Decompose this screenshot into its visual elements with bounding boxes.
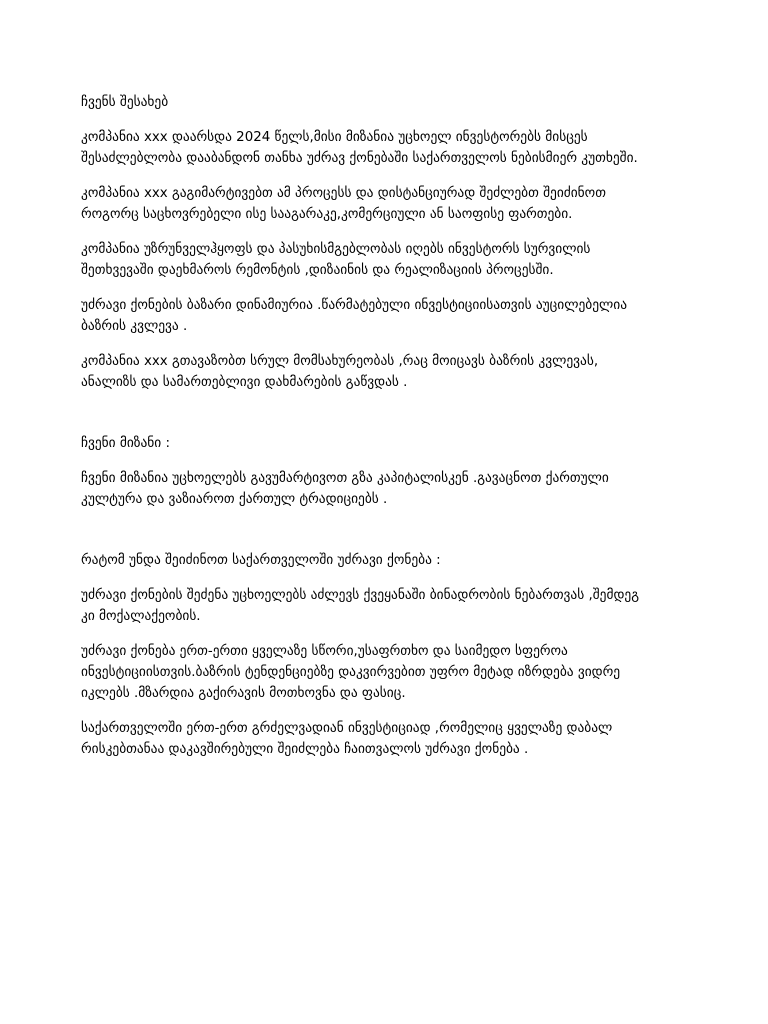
- paragraph-residency: [81, 585, 701, 627]
- paragraph-line: კომპანია უზრუნველჰყოფს და პასუხისმგებლობას იღებს ინვესტორს სურვილის: [81, 242, 591, 257]
- section-spacer: [81, 524, 701, 550]
- paragraph-line: უძრავი ქონება ერთ-ერთი ყველაზე სწორი,უსაფრთხო და საიმედო სფეროა: [81, 644, 568, 659]
- paragraph-line: საქართველოში ერთ-ერთ გრძელვადიან ინვესტიციად ,რომელიც ყველაზე დაბალ: [81, 721, 613, 736]
- paragraph-line: ჩვენი მიზანია უცხოელებს გავუმარტივოთ გზა კაპიტალისკენ .გავაცნოთ ქართული: [81, 471, 609, 486]
- paragraph-company-founded: [81, 127, 701, 169]
- paragraph-line: კომპანია xxx დაარსდა 2024 წელს,მისი მიზანია უცხოელ ინვესტორებს მისცეს: [81, 130, 588, 145]
- document-content: [81, 92, 701, 774]
- paragraph-market-dynamic: [81, 295, 701, 337]
- section-our-goal: [81, 433, 701, 510]
- section-about-us: [81, 92, 701, 393]
- section-spacer: [81, 407, 701, 433]
- paragraph-line: როგორც საცხოვრებელი ისე სააგარაკე,კომერციული ან საოფისე ფართები.: [81, 207, 573, 222]
- paragraph-line: ანალიზს და სამართებლივი დახმარების გაწვდას .: [81, 375, 408, 390]
- paragraph-line: ბაზრის კვლევა .: [81, 319, 188, 334]
- section-heading-why-buy: რატომ უნდა შეიძინოთ საქართველოში უძრავი ქონება :: [81, 553, 441, 568]
- paragraph-line: იკლებს .მზარდია გაქირავის მოთხოვნა და ფასიც.: [81, 686, 406, 701]
- paragraph-line: უძრავი ქონების ბაზარი დინამიურია .წარმატებული ინვესტიციისათვის აუცილებელია: [81, 298, 628, 313]
- paragraph-line: კომპანია xxx გთავაზობთ სრულ მომსახურეობას ,რაც მოიცავს ბაზრის კვლევას,: [81, 354, 599, 369]
- paragraph-line: კი მოქალაქეობის.: [81, 609, 201, 624]
- paragraph-safe-investment: [81, 641, 701, 704]
- paragraph-line: ინვესტიციისთვის.ბაზრის ტენდენციებზე დაკვირვებით უფრო მეტად იზრდება ვიდრე: [81, 665, 621, 680]
- paragraph-full-service: [81, 351, 701, 393]
- paragraph-renovation-help: [81, 239, 701, 281]
- paragraph-line: შეთხვევაში დაეხმაროს რემონტის ,დიზაინის და რეალიზაციის პროცესში.: [81, 263, 554, 278]
- section-heading-our-goal: ჩვენი მიზანი :: [81, 436, 170, 451]
- paragraph-line: შესაძლებლობა დააბანდონ თანხა უძრავ ქონებაში საქართველოს ნებისმიერ კუთხეში.: [81, 151, 638, 166]
- paragraph-line: კომპანია xxx გაგიმარტივებთ ამ პროცესს და დისტანციურად შეძლებთ შეიძინოთ: [81, 186, 606, 201]
- section-why-buy: [81, 550, 701, 760]
- section-heading-about-us: ჩვენს შესახებ: [81, 95, 169, 110]
- paragraph-long-term: [81, 718, 701, 760]
- paragraph-line: კულტურა და ვაზიაროთ ქართულ ტრადიციებს .: [81, 492, 388, 507]
- paragraph-process-simplified: [81, 183, 701, 225]
- paragraph-line: რისკებთანაა დაკავშირებული შეიძლება ჩაითვალოს უძრავი ქონება .: [81, 742, 529, 757]
- paragraph-goal: [81, 468, 701, 510]
- paragraph-line: უძრავი ქონების შეძენა უცხოელებს აძლევს ქვეყანაში ბინადრობის ნებართვას ,შემდეგ: [81, 588, 639, 603]
